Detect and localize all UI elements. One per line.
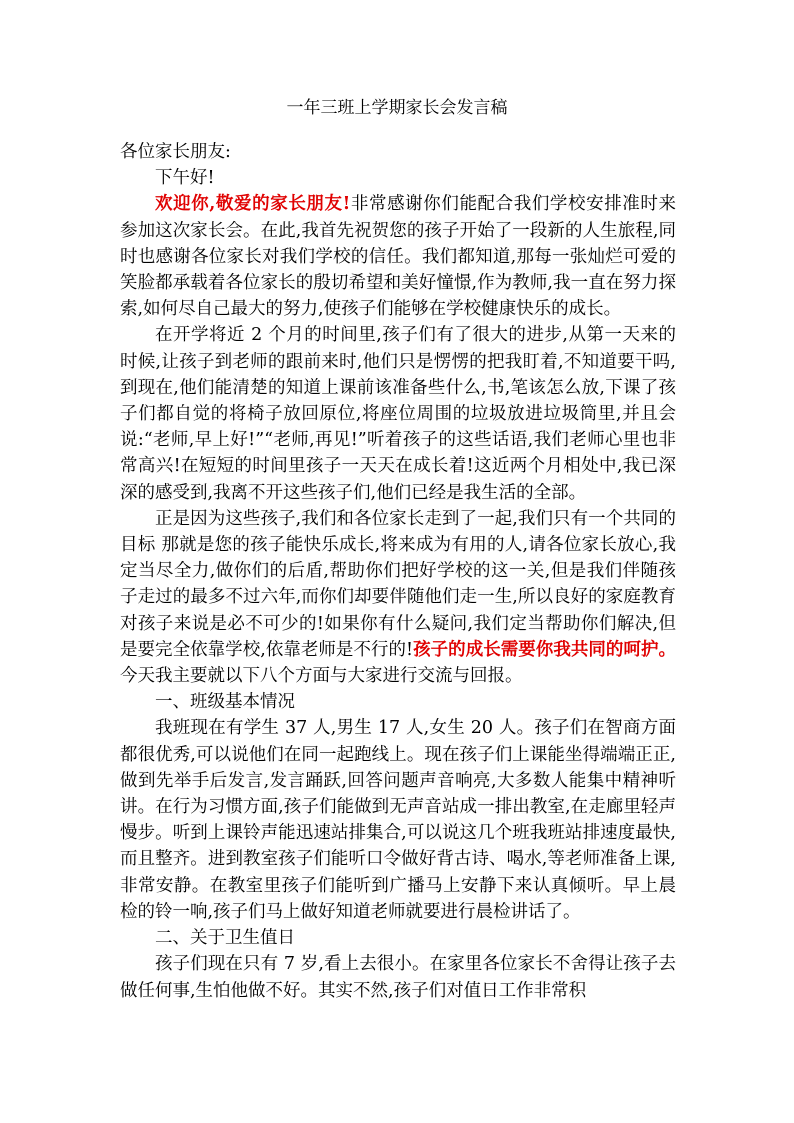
common-goal-text: 正是因为这些孩子,我们和各位家长走到了一起,我们只有一个共同的目标 那就是您的孩子能快乐成长,将来成为有用的人,请各位家长放心,我定当尽全力,做你们的后盾,帮助你们把好学校的这一关,但是我们伴随孩子走过的最多不过六年,而你们却要伴随他们走一生,所以良好的家庭教育对孩子来说是必不可少的!如果你有什么疑问,我们定当帮助你们解决,但是要完全依靠学校,依靠老师是不行的! bbox=[120, 508, 676, 660]
paragraph-progress: 在开学将近 2 个月的时间里,孩子们有了很大的进步,从第一天来的时候,让孩子到老师的跟前来时,他们只是愣愣的把我盯着,不知道要干吗,到现在,他们能清楚的知道上课前该准备些什么,书,笔该怎么放,下课了孩子们都自觉的将椅子放回原位,将座位周围的垃圾放进垃圾筒里,并且会说:“老师,早上好!”“老师,再见!”听着孩子的这些话语,我们老师心里也非常高兴!在短短的时间里孩子一天天在成长着!这近两个月相处中,我已深深的感受到,我离不开这些孩子们,他们已经是我生活的全部。 bbox=[120, 325, 676, 503]
paragraph-hygiene-duty: 孩子们现在只有 7 岁,看上去很小。在家里各位家长不舍得让孩子去做任何事,生怕他做不好。其实不然,孩子们对值日工作非常积 bbox=[120, 954, 676, 1001]
common-goal-highlight: 孩子的成长需要你我共同的呵护。 bbox=[413, 639, 676, 660]
greeting: 下午好! bbox=[155, 168, 215, 189]
paragraph-welcome bbox=[120, 191, 676, 322]
common-goal-tail: 今天我主要就以下八个方面与大家进行交流与回报。 bbox=[120, 666, 523, 687]
welcome-highlight: 欢迎你,敬爱的家长朋友! bbox=[155, 194, 351, 215]
document-title: 一年三班上学期家长会发言稿 bbox=[286, 98, 508, 118]
document-body bbox=[120, 139, 676, 1004]
welcome-text: 非常感谢你们能配合我们学校安排准时来参加这次家长会。在此,我首先祝贺您的孩子开始了一段新的人生旅程,同时也感谢各位家长对我们学校的信任。我们都知道,那每一张灿烂可爱的笑脸都承载着各位家长的殷切希望和美好憧憬,作为教师,我一直在努力探索,如何尽自己最大的努力,使孩子们能够在学校健康快乐的成长。 bbox=[120, 194, 676, 320]
section-heading-class-info: 一、班级基本情况 bbox=[155, 692, 295, 713]
section-heading-hygiene-duty: 二、关于卫生值日 bbox=[155, 928, 295, 949]
salutation: 各位家长朋友: bbox=[120, 142, 231, 162]
paragraph-class-info: 我班现在有学生 37 人,男生 17 人,女生 20 人。孩子们在智商方面都很优秀,可以说他们在同一起跑线上。现在孩子们上课能坐得端端正正,做到先举手后发言,发言踊跃,回答问题声音响亮,大多数人能集中精神听讲。在行为习惯方面,孩子们能做到无声音站成一排出教室,在走廊里轻声慢步。听到上课铃声能迅速站排集合,可以说这几个班我班站排速度最快,而且整齐。进到教室孩子们能听口令做好背古诗、喝水,等老师准备上课,非常安静。在教室里孩子们能听到广播马上安静下来认真倾听。早上晨检的铃一响,孩子们马上做好知道老师就要进行晨检讲话了。 bbox=[120, 718, 676, 922]
paragraph-common-goal bbox=[120, 506, 676, 689]
